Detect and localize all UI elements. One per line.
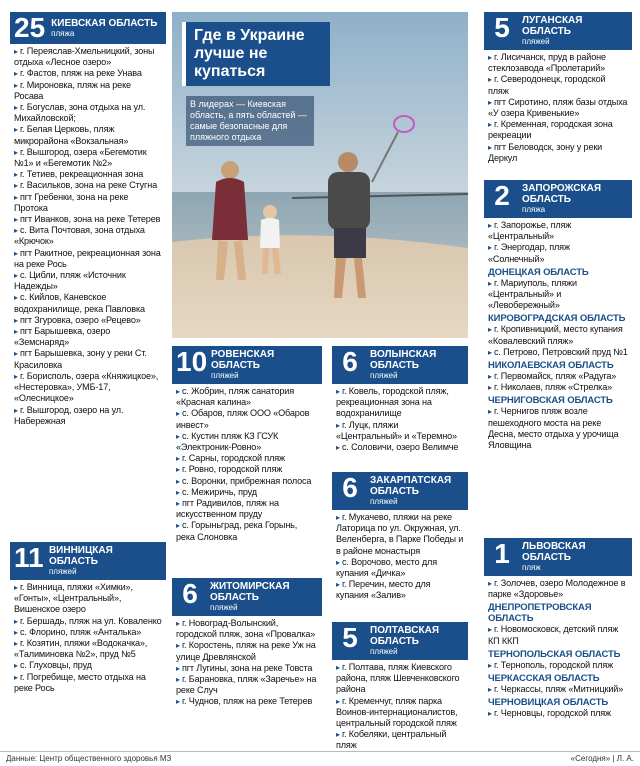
region-lviv bbox=[484, 538, 632, 723]
sub-region-name: ЧЕРКАССКАЯ ОБЛАСТЬ bbox=[488, 673, 600, 685]
region-header bbox=[10, 542, 166, 580]
region-zhytomyr bbox=[172, 578, 322, 712]
beach-count: 5 bbox=[342, 622, 358, 653]
list-item: ▸ г. Борисполь, озера «Княжицкое», «Нестеровка», УМБ-17, «Олесницкое» bbox=[14, 371, 162, 405]
beach-count: 5 bbox=[494, 12, 510, 43]
region-name: ЗАПОРОЖСКАЯ ОБЛАСТЬ bbox=[522, 183, 602, 205]
region-name: ВИННИЦКАЯ ОБЛАСТЬ bbox=[48, 545, 113, 567]
column-4-lower bbox=[484, 538, 632, 723]
list-item: ▸ г. Вышгород, озера «Бегемотик №1» и «Бегемотик №2» bbox=[14, 147, 162, 169]
sub-region-name: КИРОВОГРАДСКАЯ ОБЛАСТЬ bbox=[488, 313, 626, 325]
region-name: КИЕВСКАЯ ОБЛАСТЬ bbox=[51, 17, 158, 29]
region-name: ЗАКАРПАТСКАЯ ОБЛАСТЬ bbox=[370, 475, 452, 497]
region-header bbox=[484, 538, 632, 576]
list-item: ▸ г. Сарны, городской пляж bbox=[176, 453, 318, 464]
list-item: ▸ с. Глуховцы, пруд bbox=[14, 660, 162, 671]
list-item: ▸ г. Новоград-Волынский, городской пляж, зона «Провалка» bbox=[176, 618, 318, 640]
list-item: ▸ г. Полтава, пляж Киевского района, пляж Шевченковского района bbox=[336, 662, 464, 696]
beach-list bbox=[484, 218, 632, 455]
list-item: ▸ с. Воронки, прибрежная полоса bbox=[176, 476, 318, 487]
list-item: ▸ г. Чуднов, пляж на реке Тетерев bbox=[176, 696, 318, 707]
list-item: ▸ г. Винница, пляжи «Химки», «Гонты», «Центральный», Вишенское озеро bbox=[14, 582, 162, 616]
region-header bbox=[332, 472, 468, 510]
count-label: пляжей bbox=[370, 371, 398, 380]
region-name: ПОЛТАВСКАЯ ОБЛАСТЬ bbox=[370, 625, 440, 647]
list-item: ▸ г. Новомосковск, детский пляж КП ККП bbox=[488, 624, 628, 646]
count-label: пляжей bbox=[48, 567, 77, 576]
list-item: ▸ г. Луцк, пляжи «Центральный» и «Теремно» bbox=[336, 420, 464, 442]
list-item: ▸ г. Переяслав-Хмельницкий, зоны отдыха «Лесное озеро» bbox=[14, 46, 162, 68]
list-item: ▸ г. Мукачево, пляжи на реке Латорица по ул. Окружная, ул. Веленберга, в Парке Победы и в районе монастыря bbox=[336, 512, 464, 557]
column-4 bbox=[484, 12, 632, 168]
list-item: ▸ г. Запорожье, пляж «Центральный» bbox=[488, 220, 628, 242]
list-item: ▸ г. Ковель, городской пляж, рекреационная зона на водохранилище bbox=[336, 386, 464, 420]
list-item: ▸ г. Барановка, пляж «Заречье» на реке Случ bbox=[176, 674, 318, 696]
beach-count: 10 bbox=[176, 346, 208, 377]
list-item: ▸ г. Коростень, пляж на реке Уж на улице Древлянской bbox=[176, 640, 318, 662]
count-label: пляжей bbox=[211, 371, 239, 380]
list-item: ▸ г. Кобеляки, центральный пляж bbox=[336, 729, 464, 751]
list-item: ▸ пгт Сиротино, пляж базы отдыха «У озера Кривенькие» bbox=[488, 97, 628, 119]
list-item: ▸ г. Кропивницкий, место купания «Ковалевский пляж» bbox=[488, 324, 628, 346]
list-item: ▸ г. Николаев, пляж «Стрелка» bbox=[488, 382, 628, 393]
list-item: ▸ пгт Ракитное, рекреационная зона на реке Рось bbox=[14, 248, 162, 270]
page-title-box bbox=[182, 22, 330, 86]
list-item: ▸ г. Фастов, пляж на реке Унава bbox=[14, 68, 162, 79]
list-item: ▸ г. Богуслав, зона отдыха на ул. Михайловской; bbox=[14, 102, 162, 124]
sub-region-name: НИКОЛАЕВСКАЯ ОБЛАСТЬ bbox=[488, 360, 614, 372]
region-name: РОВЕНСКАЯ ОБЛАСТЬ bbox=[211, 349, 275, 371]
column-1 bbox=[10, 12, 166, 431]
beach-list bbox=[10, 44, 166, 431]
region-name: ЖИТОМИРСКАЯ ОБЛАСТЬ bbox=[210, 581, 290, 603]
list-item: ▸ г. Вышгород, озеро на ул. Набережная bbox=[14, 405, 162, 427]
list-item: ▸ с. Цибли, пляж «Источник Надежды» bbox=[14, 270, 162, 292]
region-header bbox=[332, 346, 468, 384]
region-header bbox=[172, 346, 322, 384]
region-kyiv bbox=[10, 12, 166, 431]
beach-count: 6 bbox=[342, 472, 358, 503]
column-3 bbox=[332, 346, 468, 457]
count-label: пляжа bbox=[522, 205, 546, 214]
sub-region-name: ЧЕРНИГОВСКАЯ ОБЛАСТЬ bbox=[488, 395, 613, 407]
column-3-lower bbox=[332, 622, 468, 756]
list-item: ▸ с. Соловичи, озеро Велимче bbox=[336, 442, 464, 453]
sub-region-name: ТЕРНОПОЛЬСКАЯ ОБЛАСТЬ bbox=[488, 648, 621, 660]
list-item: ▸ пгт Барышевка, озеро «Земснаряд» bbox=[14, 326, 162, 348]
count-label: пляжей bbox=[370, 647, 398, 656]
region-name: ЛЬВОВСКАЯ ОБЛАСТЬ bbox=[522, 541, 586, 563]
region-zakarpattia bbox=[332, 472, 468, 606]
beach-list bbox=[484, 50, 632, 168]
list-item: ▸ пгт Гребенки, зона на реке Протока bbox=[14, 192, 162, 214]
list-item: ▸ пгт Лугины, зона на реке Товста bbox=[176, 663, 318, 674]
sub-region-name: ЧЕРНОВИЦКАЯ ОБЛАСТЬ bbox=[488, 697, 609, 709]
beach-list bbox=[332, 510, 468, 606]
count-label: пляжей bbox=[370, 497, 398, 506]
list-item: ▸ г. Козятин, пляжи «Водокачка», «Талиминовка №2», пруд №5 bbox=[14, 638, 162, 660]
list-item: ▸ пгт Иванков, зона на реке Тетерев bbox=[14, 214, 162, 225]
list-item: ▸ г. Васильков, зона на реке Стугна bbox=[14, 180, 162, 191]
region-poltava bbox=[332, 622, 468, 756]
list-item: ▸ г. Первомайск, пляж «Радуга» bbox=[488, 371, 628, 382]
list-item: ▸ г. Лисичанск, пруд в районе стеклозавода «Пролетарий» bbox=[488, 52, 628, 74]
lead-text: В лидерах — Киевская область, а пять областей — самые безопасные для пляжного отдыха bbox=[186, 96, 314, 146]
list-item: ▸ г. Белая Церковь, пляж микрорайона «Вокзальная» bbox=[14, 124, 162, 146]
list-item: ▸ г. Кременчуг, пляж парка Воинов-интернационалистов, центральный городской пляж bbox=[336, 696, 464, 730]
beach-list bbox=[172, 616, 322, 712]
region-header bbox=[484, 12, 632, 50]
list-item: ▸ г. Бершадь, пляж на ул. Коваленко bbox=[14, 616, 162, 627]
list-item: ▸ с. Ворочово, место для купания «Дичка» bbox=[336, 557, 464, 579]
region-vinnytsia bbox=[10, 542, 166, 698]
region-luhansk bbox=[484, 12, 632, 168]
list-item: ▸ г. Тетиев, рекреационная зона bbox=[14, 169, 162, 180]
column-2-lower bbox=[172, 578, 322, 712]
list-item: ▸ пгт Беловодск, зону у реки Деркул bbox=[488, 142, 628, 164]
list-item: ▸ г. Мариуполь, пляжи «Центральный» и «Левобережный» bbox=[488, 278, 628, 312]
beach-list bbox=[10, 580, 166, 698]
page-title: Где в Украине лучше не купаться bbox=[194, 27, 305, 80]
count-label: пляж bbox=[522, 563, 541, 572]
list-item: ▸ г. Кременная, городская зона рекреации bbox=[488, 119, 628, 141]
list-item: ▸ г. Перечин, место для купания «Залив» bbox=[336, 579, 464, 601]
sub-region-name: ДОНЕЦКАЯ ОБЛАСТЬ bbox=[488, 266, 589, 278]
list-item: ▸ г. Чернигов пляж возле пешеходного моста на реке Десна, место отдыха у урочища Яловщина bbox=[488, 406, 628, 451]
footer bbox=[0, 751, 640, 766]
beach-list bbox=[484, 576, 632, 723]
source-note: Данные: Центр общественного здоровья МЗ bbox=[6, 754, 172, 763]
region-header bbox=[172, 578, 322, 616]
count-label: пляжей bbox=[522, 37, 550, 46]
list-item: ▸ пгт Згуровка, озеро «Рецево» bbox=[14, 315, 162, 326]
region-volyn bbox=[332, 346, 468, 457]
list-item: ▸ с. Кийлов, Каневское водохранилище, река Павловка bbox=[14, 292, 162, 314]
count-label: пляжей bbox=[210, 603, 238, 612]
region-header bbox=[484, 180, 632, 218]
beach-count: 25 bbox=[14, 12, 46, 43]
region-name: ВОЛЫНСКАЯ ОБЛАСТЬ bbox=[370, 349, 437, 371]
list-item: ▸ г. Золочев, озеро Молодежное в парке «Здоровье» bbox=[488, 578, 628, 600]
list-item: ▸ пгт Радивилов, пляж на искусственном пруду bbox=[176, 498, 318, 520]
column-1-lower bbox=[10, 542, 166, 698]
list-item: ▸ пгт Барышевка, зону у реки Ст. Красиловка bbox=[14, 348, 162, 370]
list-item: ▸ г. Ровно, городской пляж bbox=[176, 464, 318, 475]
column-2 bbox=[172, 346, 322, 547]
region-header bbox=[10, 12, 166, 44]
list-item: ▸ г. Погребище, место отдыха на реке Рось bbox=[14, 672, 162, 694]
list-item: ▸ г. Черкассы, пляж «Митницкий» bbox=[488, 684, 628, 695]
list-item: ▸ с. Флорино, пляж «Анталька» bbox=[14, 627, 162, 638]
region-header bbox=[332, 622, 468, 660]
list-item: ▸ с. Горыньград, река Горынь, река Слоновка bbox=[176, 520, 318, 542]
beach-count: 11 bbox=[14, 542, 44, 573]
beach-count: 1 bbox=[494, 538, 510, 569]
list-item: ▸ с. Обаров, пляж ООО «Обаров инвест» bbox=[176, 408, 318, 430]
list-item: ▸ с. Жобрин, пляж санатория «Красная калина» bbox=[176, 386, 318, 408]
column-4-mid bbox=[484, 180, 632, 455]
region-zaporizhzhia bbox=[484, 180, 632, 455]
list-item: ▸ г. Энергодар, пляж «Солнечный» bbox=[488, 242, 628, 264]
list-item: ▸ г. Черновцы, городской пляж bbox=[488, 708, 628, 719]
beach-count: 6 bbox=[182, 578, 198, 609]
beach-count: 2 bbox=[494, 180, 510, 211]
list-item: ▸ г. Тернополь, городской пляж bbox=[488, 660, 628, 671]
beach-list bbox=[172, 384, 322, 547]
beach-count: 6 bbox=[342, 346, 358, 377]
list-item: ▸ г. Мироновка, пляж на реке Росава bbox=[14, 80, 162, 102]
list-item: ▸ с. Петрово, Петровский пруд №1 bbox=[488, 347, 628, 358]
sub-region-name: ДНЕПРОПЕТРОВСКАЯ ОБЛАСТЬ bbox=[488, 602, 592, 625]
region-rivne bbox=[172, 346, 322, 547]
credit-note: «Сегодня» | Л. А. bbox=[570, 754, 634, 763]
column-3-mid bbox=[332, 472, 468, 606]
region-name: ЛУГАНСКАЯ ОБЛАСТЬ bbox=[522, 15, 583, 37]
list-item: ▸ г. Северодонецк, городской пляж bbox=[488, 74, 628, 96]
count-label: пляжа bbox=[51, 28, 75, 38]
list-item: ▸ с. Кустин пляж КЗ ГСУК «Электроник-Ровно» bbox=[176, 431, 318, 453]
beach-list bbox=[332, 384, 468, 457]
beach-list bbox=[332, 660, 468, 756]
list-item: ▸ с. Вита Почтовая, зона отдыха «Крючок» bbox=[14, 225, 162, 247]
list-item: ▸ с. Межиричь, пруд bbox=[176, 487, 318, 498]
